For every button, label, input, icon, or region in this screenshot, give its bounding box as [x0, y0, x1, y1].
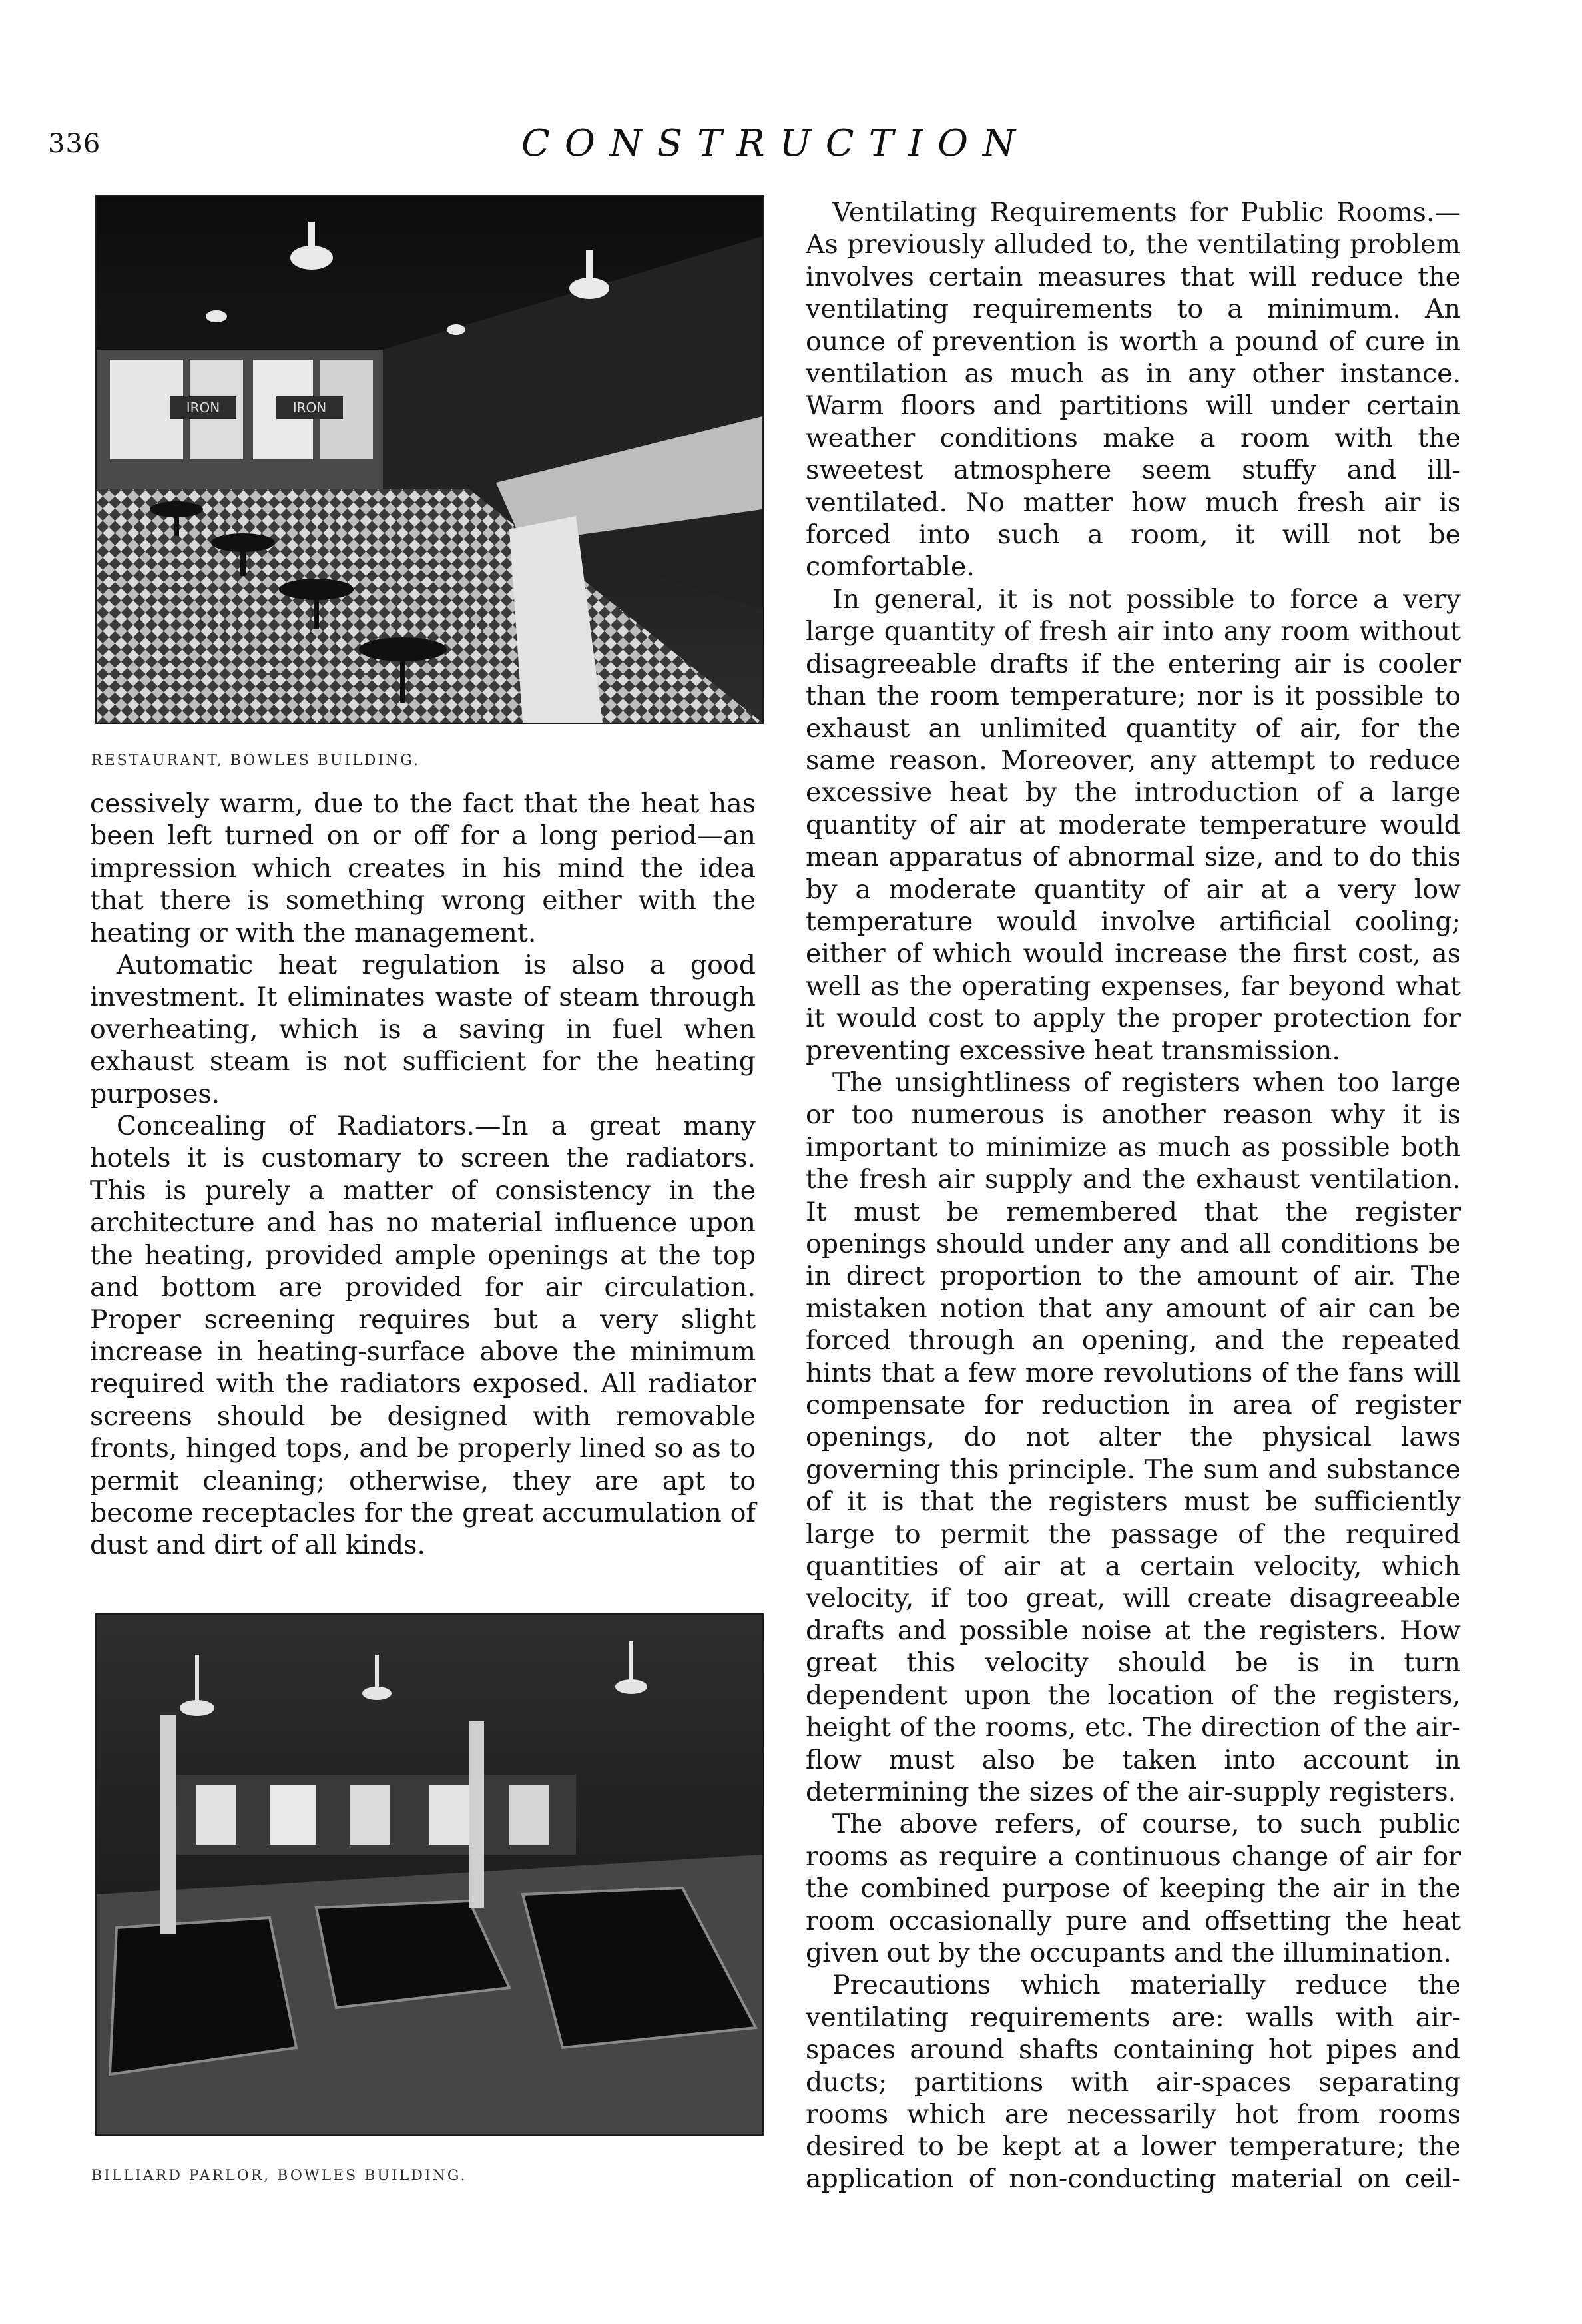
running-title: CONSTRUCTION	[521, 122, 1031, 165]
page-number: 336	[48, 129, 101, 159]
figure-caption-billiard-parlor: BILLIARD PARLOR, BOWLES BUILDING.	[91, 2168, 467, 2184]
paragraph-heat-regulation: Automatic heat regulation is also a good investment. It eliminates waste of steam through overheating, which is a saving in fuel when exhaust steam is not sufficient for the heating purposes.	[90, 950, 756, 1109]
window-sign-right: IRON	[292, 400, 327, 416]
paragraph-precautions: Precautions which materially reduce the ventilating requirements are: walls with air-spaces around shafts containing hot pipes and ducts; partitions with air-spaces separating rooms which are necessarily hot from rooms desired to be kept at a lower temperature; the application of non-conducting material on ceil-	[806, 1970, 1461, 2194]
right-column	[806, 196, 1461, 2195]
billiard-parlor-photo	[95, 1613, 764, 2136]
figure-caption-restaurant: RESTAURANT, BOWLES BUILDING.	[91, 752, 421, 769]
paragraph-register-openings: The unsightliness of registers when too large or too numerous is another reason why it is important to minimize as much as possible both the fresh air supply and the exhaust ventilation. It must be remembered that the register openings should under any and all conditions be in direct proportion to the amount of air. The mistaken notion that any amount of air can be forced through an opening, and the repeated hints that a few more revolutions of the fans will compensate for reduction in area of register openings, do not alter the physical laws governing this principle. The sum and substance of it is that the registers must be sufficiently large to permit the passage of the required quantities of air at a certain velocity, which velocity, if too great, will create disagreeable drafts and possible noise at the registers. How great this velocity should be is in turn dependent upon the location of the registers, height of the rooms, etc. The direction of the air-flow must also be taken into account in determining the sizes of the air-supply registers.	[806, 1067, 1461, 1807]
billiard-parlor-photo-illustration	[97, 1615, 762, 2134]
paragraph-ventilating-requirements: Ventilating Requirements for Public Rooms.—As previously alluded to, the ventilating problem involves certain measures that will reduce the ventilating requirements to a minimum. An ounce of prevention is worth a pound of cure in ventilation as much as in any other instance. Warm floors and partitions will under certain weather conditions make a room with the sweetest atmosphere seem stuffy and ill-ventilated. No matter how much fresh air is forced into such a room, it will not be comfortable.	[806, 197, 1461, 583]
paragraph-fresh-air-drafts: In general, it is not possible to force a very large quantity of fresh air into any room without disagreeable drafts if the entering air is cooler than the room temperature; nor is it possible to exhaust an unlimited quantity of air, for the same reason. Moreover, any attempt to reduce excessive heat by the introduction of a large quantity of air at moderate temperature would mean apparatus of abnormal size, and to do this by a moderate quantity of air at a very low temperature would involve artificial cooling; either of which would increase the first cost, as well as the operating expenses, far beyond what it would cost to apply the proper protection for preventing excessive heat transmission.	[806, 583, 1461, 1066]
restaurant-photo	[95, 195, 764, 724]
window-sign-left: IRON	[186, 400, 220, 416]
restaurant-photo-illustration	[97, 196, 762, 723]
left-column	[90, 788, 756, 1562]
paragraph-public-rooms: The above refers, of course, to such public rooms as require a continuous change of air for the combined purpose of keeping the air in the room occasionally pure and offsetting the heat given out by the occupants and the illumination.	[806, 1809, 1461, 1968]
paragraph-heat-warm: cessively warm, due to the fact that the heat has been left turned on or off for a long period—an impression which creates in his mind the idea that there is something wrong either with the heating or with the management.	[90, 788, 756, 948]
paragraph-concealing-radiators: Concealing of Radiators.—In a great many hotels it is customary to screen the radiators. This is purely a matter of consistency in the architecture and has no material influence upon the heating, provided ample openings at the top and bottom are provided for air circulation. Proper screening requires but a very slight increase in heating-surface above the minimum required with the radiators exposed. All radiator screens should be designed with removable fronts, hinged tops, and be properly lined so as to permit cleaning; otherwise, they are apt to become receptacles for the great accumulation of dust and dirt of all kinds.	[90, 1111, 756, 1561]
